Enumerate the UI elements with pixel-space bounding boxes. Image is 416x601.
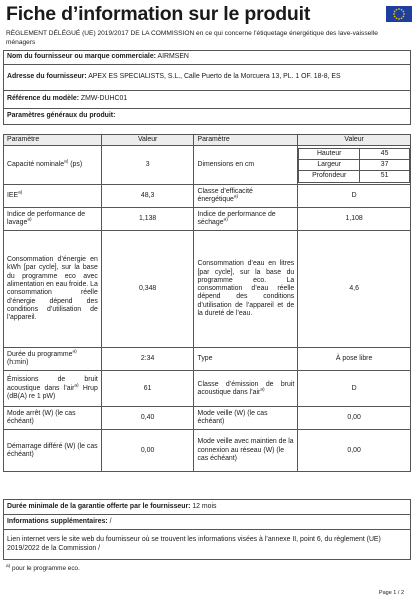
col-param-header: Paramètre bbox=[194, 135, 298, 146]
dimension-row bbox=[299, 171, 410, 182]
param-label: Dimensions en cm bbox=[194, 146, 298, 185]
warranty-row bbox=[4, 500, 411, 515]
param-label: Indice de performance de séchage bbox=[197, 211, 276, 227]
param-value: 0,00 bbox=[298, 407, 411, 430]
param-label: Classe d’efficacité énergétique bbox=[197, 188, 253, 204]
parameters-table bbox=[3, 134, 411, 472]
flag-star bbox=[396, 17, 398, 19]
footnote-marker: a) bbox=[6, 563, 11, 569]
general-parameters-row bbox=[4, 109, 411, 125]
param-label: Durée du programme bbox=[7, 351, 73, 358]
footnote-marker: a) bbox=[64, 159, 69, 165]
additional-info-row bbox=[4, 515, 411, 530]
param-label: Classe d’émission de bruit acoustique dans l’air bbox=[197, 380, 295, 396]
footnote-marker: a) bbox=[233, 195, 239, 200]
param-value: 2:34 bbox=[101, 348, 194, 371]
flag-star bbox=[401, 17, 403, 19]
table-row bbox=[4, 430, 411, 472]
param-value: 4,6 bbox=[298, 231, 411, 348]
dimension-label: Profondeur bbox=[299, 171, 360, 182]
supplier-name-value: AIRMSEN bbox=[157, 53, 189, 61]
param-label: IEE bbox=[7, 192, 19, 200]
param-label: Type bbox=[194, 348, 298, 371]
flag-star bbox=[398, 8, 400, 10]
regulation-reference: RÈGLEMENT DÉLÉGUÉ (UE) 2019/2017 DE LA COMMISSION en ce qui concerne l’étiquetage énergétique des lave-vaisselle ménagers bbox=[6, 30, 378, 46]
website-row bbox=[4, 530, 411, 560]
param-value: 0,00 bbox=[298, 430, 411, 472]
flag-star bbox=[394, 11, 396, 13]
supplier-name-label: Nom du fournisseur ou marque commerciale: bbox=[7, 53, 156, 61]
page-number: Page 1 / 2 bbox=[378, 590, 404, 596]
table-row bbox=[4, 231, 411, 348]
warranty-label: Durée minimale de la garantie offerte par le fournisseur: bbox=[7, 502, 191, 510]
flag-star bbox=[401, 9, 403, 11]
param-value: 0,40 bbox=[101, 407, 194, 430]
param-label: Mode arrêt (W) (le cas échéant) bbox=[4, 407, 102, 430]
param-label: Consommation d’eau en litres [par cycle], sur la base du programme eco. La consommation d’eau réelle dépend des conditions d’utilisation de l’appareil et de la dureté de l’eau. bbox=[194, 231, 298, 348]
model-row bbox=[4, 91, 411, 109]
param-label-suffix: (h:min) bbox=[7, 359, 29, 367]
col-value-header: Valeur bbox=[101, 135, 194, 146]
param-value: 48,3 bbox=[101, 185, 194, 208]
flag-star bbox=[393, 13, 395, 15]
dimensions-table bbox=[298, 148, 410, 183]
param-value: 1,138 bbox=[101, 208, 194, 231]
table-row bbox=[4, 371, 411, 407]
dimension-value: 37 bbox=[360, 160, 410, 171]
additional-info-label: Informations supplémentaires: bbox=[7, 517, 108, 525]
param-label: Capacité nominale bbox=[7, 161, 65, 169]
param-label: Consommation d’énergie en kWh [par cycle], sur la base du programme eco avec alimentation en eau froide. La consommation réelle d’énergie dépend des conditions d’utilisation de l’appareil. bbox=[4, 231, 102, 348]
param-value: À pose libre bbox=[298, 348, 411, 371]
param-label-suffix: Hrup (dB(A) re 1 pW) bbox=[7, 384, 98, 400]
param-value: 3 bbox=[101, 146, 194, 185]
dimension-label: Largeur bbox=[299, 160, 360, 171]
dimension-row bbox=[299, 148, 410, 159]
website-value: / bbox=[98, 544, 101, 552]
model-label: Référence du modèle: bbox=[7, 95, 79, 103]
supplier-address-value: APEX ES SPECIALISTS, S.L., Calle Puerto de la Morcuera 13, PL. 1 OF. 18-8, ES bbox=[88, 73, 341, 81]
param-label: Mode veille avec maintien de la connexion au réseau (W) (le cas échéant) bbox=[194, 430, 298, 472]
flag-star bbox=[403, 13, 405, 15]
table-row bbox=[4, 407, 411, 430]
table-header-row bbox=[4, 135, 411, 146]
flag-star bbox=[402, 16, 404, 18]
footnote bbox=[6, 565, 80, 572]
table-row bbox=[4, 146, 411, 185]
additional-info-table bbox=[3, 499, 411, 560]
warranty-value: 12 mois bbox=[192, 502, 217, 510]
model-value: ZMW-DUHC01 bbox=[80, 95, 128, 103]
dimension-value: 51 bbox=[360, 171, 410, 182]
footnote-text: pour le programme eco. bbox=[10, 565, 80, 572]
param-label: Indice de performance de lavage bbox=[7, 211, 86, 227]
col-param-header: Paramètre bbox=[4, 135, 102, 146]
footnote-marker: a) bbox=[260, 387, 265, 393]
dimension-row bbox=[299, 160, 410, 171]
footnote-marker: a) bbox=[18, 190, 23, 196]
param-value: 0,348 bbox=[101, 231, 194, 348]
flag-star bbox=[394, 16, 396, 18]
param-value: D bbox=[298, 185, 411, 208]
param-label-suffix: (ps) bbox=[68, 161, 83, 169]
param-label: Émissions de bruit acoustique dans l’air bbox=[7, 376, 98, 392]
param-label: Démarrage différé (W) (le cas échéant) bbox=[4, 430, 102, 472]
website-text: Lien internet vers le site web du fournisseur où se trouvent les informations visées à l’annexe II, point 6, du règlement (UE) 2019/2022 de la Commission bbox=[7, 536, 381, 552]
flag-star bbox=[398, 18, 400, 20]
additional-info-value: / bbox=[109, 517, 112, 525]
supplier-address-label: Adresse du fournisseur: bbox=[7, 73, 87, 81]
param-value: 1,108 bbox=[298, 208, 411, 231]
footnote-marker: a) bbox=[72, 349, 77, 355]
supplier-address-row bbox=[4, 65, 411, 91]
param-value: 0,00 bbox=[101, 430, 194, 472]
flag-star bbox=[396, 9, 398, 11]
table-row bbox=[4, 348, 411, 371]
param-value: 61 bbox=[101, 371, 194, 407]
flag-star bbox=[402, 11, 404, 13]
footnote-marker: a) bbox=[27, 218, 32, 223]
general-parameters-label: Paramètres généraux du produit: bbox=[4, 109, 411, 125]
param-label: Mode veille (W) (le cas échéant) bbox=[194, 407, 298, 430]
dimension-label: Hauteur bbox=[299, 148, 360, 159]
footnote-marker: a) bbox=[74, 383, 79, 389]
supplier-name-row bbox=[4, 51, 411, 65]
dimension-value: 45 bbox=[360, 148, 410, 159]
page-title: Fiche d’information sur le produit bbox=[6, 3, 311, 25]
dimensions-cell bbox=[298, 146, 411, 185]
param-value: D bbox=[298, 371, 411, 407]
eu-flag-icon bbox=[386, 6, 412, 22]
col-value-header: Valeur bbox=[298, 135, 411, 146]
table-row bbox=[4, 208, 411, 231]
footnote-marker: a) bbox=[223, 218, 228, 223]
supplier-info-table bbox=[3, 50, 411, 125]
table-row bbox=[4, 185, 411, 208]
